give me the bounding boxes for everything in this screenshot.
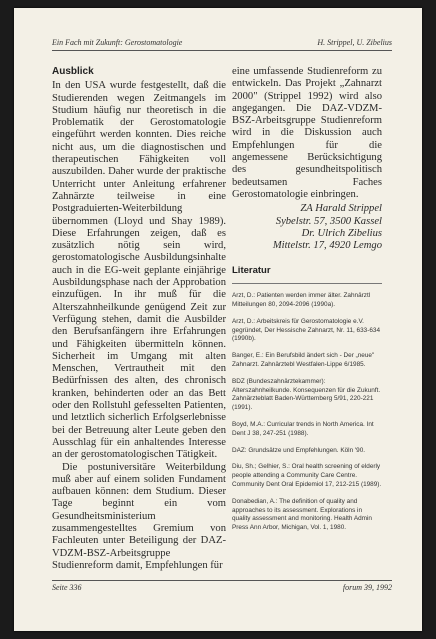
header-authors: H. Strippel, U. Zibelius (317, 38, 392, 47)
running-header (52, 38, 392, 47)
signature-line: Mittelstr. 17, 4920 Lemgo (272, 240, 382, 252)
paragraph: Die postuniversitäre Weiterbildung muß aber auf einem soliden Fundament aufbauen können: dem Studium. Dieser Tage beginnt ein vom Gesundheitsministerium zusammengestelltes Gremium von Fachleuten unter Beteiligung der DAZ-VDZM-BSZ-Arbeitsgruppe Studienreform damit, Empfehlungen für (52, 461, 226, 571)
header-rule (52, 50, 392, 51)
right-column (232, 66, 382, 533)
literature-heading: Literatur (232, 265, 382, 284)
author-signature (232, 203, 382, 253)
running-footer (52, 583, 392, 592)
page-number: Seite 336 (52, 583, 82, 592)
left-column (52, 66, 226, 572)
reference-item: Banger, E.: Ein Berufsbild ändert sich - Der „neue" Zahnarzt. Zahnärztebl Westfalen-Lippe 6/1985. (232, 352, 375, 368)
signature-line: Dr. Ulrich Zibelius (301, 228, 382, 240)
reference-list (232, 292, 382, 533)
paragraph: eine umfassende Studienreform zu entwickeln. Das Projekt „Zahnarzt 2000" (Strippel 1992) wird also angegangen. Die DAZ-VDZM-BSZ-Arbeitsgruppe Studienreform wird in die Diskussion auch Empfehlungen für die angemessene Berücksichtigung des gesundheitspolitisch bedeutsamen Faches Gerostomatologie einbringen. (232, 66, 382, 200)
reference-item: BDZ (Bundeszahnärztekammer): Alterszahnheilkunde. Konsequenzen für die Zukunft. Zahnärzteblatt Baden-Württemberg 5/91, 220-221 (1991). (232, 377, 381, 412)
reference-item: Arzt, D.: Patienten werden immer älter. Zahnärztl Mitteilungen 80, 2094-2096 (1990a). (232, 292, 371, 308)
reference-item: Arzt, D.: Arbeitskreis für Gerostomatologie e.V. gegründet, Der Hessische Zahnarzt, Nr. 11, 633-634 (1990b). (232, 317, 381, 343)
reference-item: Boyd, M.A.: Curricular trends in North America. Int Dent J 38, 247-251 (1988). (232, 420, 374, 437)
reference-item: DAZ: Grundsätze und Empfehlungen. Köln '90. (232, 446, 366, 454)
reference-item: Donabedian, A.: The definition of quality and approaches to its assessment. Explorations in quality assessment and monitoring. Health Admin Press Ann Arbor, Michigan, Vol. 1, 1980. (232, 497, 372, 532)
right-body (232, 66, 382, 201)
footer-rule (52, 580, 392, 581)
issue-info: forum 39, 1992 (342, 583, 392, 592)
section-title: Ausblick (52, 66, 94, 77)
reference-item: Diu, Sh.; Gelhier, S.: Oral health screening of elderly people attending a Community Care Centre. Community Dent Oral Epidemiol 17, 212-215 (1989). (232, 463, 382, 488)
left-body (52, 80, 226, 572)
paragraph: In den USA wurde festgestellt, daß die Studierenden wegen Zeitmangels im Studium häufig nur theoretisch in die Problematik der Gerostomatologie eingeführt werden konnten. Dies reiche nicht aus, um die diagnostischen und therapeutischen Fähigkeiten voll auszubilden. Daher wurde der praktische Unterricht unter Anleitung erfahrener Zahnärzte teilweise in eine Postgraduierten-Weiterbildung übernommen (Lloyd und Shay 1989). Diese Erfahrungen zeigen, daß es zusätzlich nötig sein wird, gerostomatologische Ausbildungsinhalte auch in die EG-weit geplante einjährige Ausbildungsphase nach der Approbation einzufügen. In ihr muß für die Alterszahnheilkunde genügend Zeit zur Verfügung stehen, damit die Ausbilder den Berufsanfängern ihre Erfahrungen und Fähigkeiten übermitteln können. Sicherheit im Umgang mit alten Menschen, Vertrautheit mit den Bedürfnissen des alten, des chronisch kranken, behinderten oder an das Bett oder den Rollstuhl gefesselten Patienten, und letztlich sicherlich Erfolgserlebnisse bei der Betreuung alter Leute geben den Ausschlag für ein anhaltendes Interesse an der gerostomatologischen Tätigkeit. (52, 80, 226, 461)
header-journal-title: Ein Fach mit Zukunft: Gerostomatologie (52, 38, 183, 47)
signature-line: ZA Harald Strippel (300, 203, 382, 215)
signature-line: Sybelstr. 57, 3500 Kassel (275, 215, 382, 227)
